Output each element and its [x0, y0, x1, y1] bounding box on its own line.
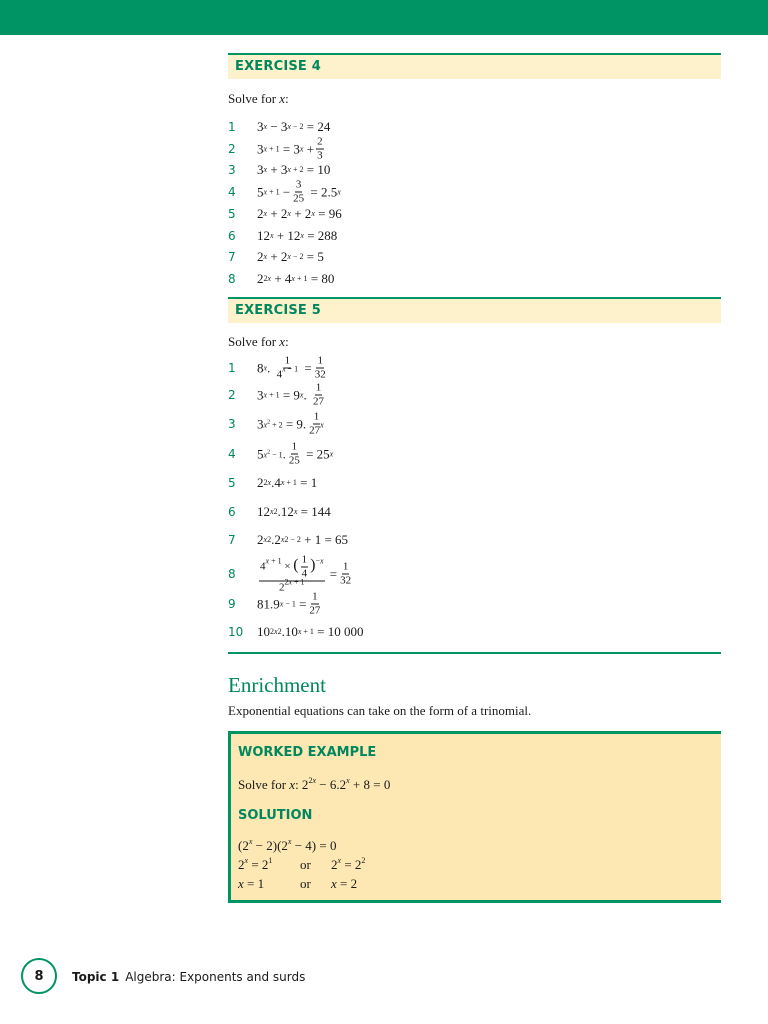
equation: 3 x − 3 x − 2 = 24 [257, 119, 331, 134]
topic-label: Topic 1 [72, 970, 120, 984]
equation: $4^{x + 1}$ × ( $\frac{1}{4}$ )$^{-x}$ $2^{2x + 1}$ = 1 32 [260, 553, 352, 594]
exercise-5-item [228, 619, 708, 645]
exercise-5-instruction: Solve for x: [228, 334, 289, 349]
top-banner [0, 0, 768, 35]
enrichment-text: Exponential equations can take on the form of a trinomial. [228, 703, 532, 718]
equation: 81.9 x − 1 = 1 27 [257, 590, 321, 617]
equation: 10 2x2 .10 x + 1 = 10 000 [257, 624, 364, 639]
exercise-5-item [228, 527, 708, 553]
item-number: 7 [228, 250, 236, 264]
page-number: 8 [21, 958, 57, 994]
exercise-5-item [228, 553, 708, 594]
item-number: 9 [228, 597, 236, 611]
equation: 5 $x^2 - 1$ . 1 25 = 25 x [257, 440, 334, 467]
equation: 12 x + 12 x = 288 [257, 228, 338, 243]
item-number: 3 [228, 417, 236, 431]
item-number: 5 [228, 207, 236, 221]
exercise-5-item [228, 441, 708, 467]
exercise-4-item [228, 266, 708, 292]
item-number: 4 [228, 185, 236, 199]
worked-example-problem: Solve for x: $2^{2x} - 6.2^x + 8 = 0$ [238, 776, 391, 792]
footer-topic [72, 970, 305, 984]
exercise-4-title: EXERCISE 4 [235, 59, 321, 74]
equation: 5 x + 1 − 3 25 = 2.5 x [257, 178, 341, 205]
exercise-4-header [228, 53, 721, 79]
equation: 3 $x^2 + 2$ = 9. 1 27$^x$ [257, 410, 324, 437]
equation: 2 x2 .2 x2 − 2 + 1 = 65 [257, 532, 349, 547]
item-number: 4 [228, 447, 236, 461]
item-number: 7 [228, 533, 236, 547]
item-number: 1 [228, 120, 236, 134]
equation: 2 x + 2 x − 2 = 5 [257, 249, 324, 264]
exercise-5-item [228, 411, 708, 437]
equation: 3 x + 3 x + 2 = 10 [257, 162, 331, 177]
item-number: 8 [228, 567, 236, 581]
item-number: 5 [228, 476, 236, 490]
exercise-5-title: EXERCISE 5 [235, 303, 321, 318]
item-number: 1 [228, 361, 236, 375]
worked-example-title: WORKED EXAMPLE [238, 745, 377, 760]
equation: 2 2x + 4 x + 1 = 80 [257, 271, 335, 286]
exercise-5-item [228, 499, 708, 525]
equation: 3 x + 1 = 9 x . 1 27 [257, 381, 324, 408]
exercise-5-item [228, 591, 708, 617]
equation: 8 x . 1 $4^{x - 1}$ = 1 32 [257, 354, 326, 381]
exercise-5-item [228, 355, 708, 381]
item-number: 2 [228, 142, 236, 156]
equation: 2 2x .4 x + 1 = 1 [257, 475, 318, 490]
exercise-4-instruction: Solve for x: [228, 91, 289, 106]
exercise-5-item [228, 470, 708, 496]
item-number: 6 [228, 229, 236, 243]
section-divider [228, 652, 721, 654]
item-number: 2 [228, 388, 236, 402]
exercise-5-item [228, 382, 708, 408]
worked-example-box: WORKED EXAMPLE Solve for x: $2^{2x} - 6.2^x + 8 = 0$ SOLUTION $(2^x - 2)(2^x - 4) = 0$ $2^x = 2^1$ or $2^x = 2^2$ x = 1 or x = 2 [228, 731, 721, 903]
enrichment-heading: Enrichment [228, 673, 326, 697]
item-number: 10 [228, 625, 244, 639]
exercise-5-header [228, 297, 721, 323]
item-number: 8 [228, 272, 236, 286]
equation: 12 x2 .12 x = 144 [257, 504, 331, 519]
topic-title: Algebra: Exponents and surds [125, 970, 306, 984]
equation: 2 x + 2 x + 2 x = 96 [257, 206, 342, 221]
solution-title: SOLUTION [238, 808, 313, 823]
equation: 3 x + 1 = 3 x + 2 3 [257, 135, 323, 162]
item-number: 6 [228, 505, 236, 519]
item-number: 3 [228, 163, 236, 177]
